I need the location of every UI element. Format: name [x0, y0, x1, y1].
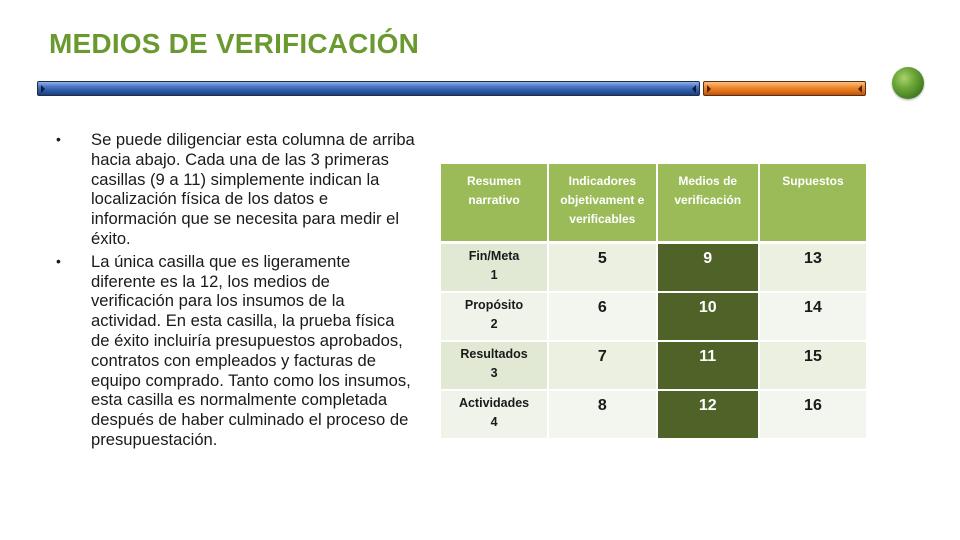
bullet-text: La única casilla que es ligeramente diferente es la 12, los medios de verificación para los insumos de la actividad. En esta casilla, la prueba física de éxito incluiría presupuestos aprobados, contratos con empleados y facturas de equipo comprado. Tanto como los insumos, esta casilla es normalmente completada después de haber culminado el proceso de presupuestación.	[91, 251, 411, 449]
table-cell: 14	[760, 293, 868, 342]
logical-framework-table	[441, 164, 868, 440]
title-underline-blue-bar	[37, 81, 700, 96]
bullet-list	[56, 130, 416, 453]
bullet-item	[56, 130, 416, 249]
highlighted-cell: 9	[658, 244, 760, 293]
row-label-cell	[441, 293, 549, 342]
table-cell: 13	[760, 244, 868, 293]
row-label: Propósito	[464, 298, 524, 312]
table-row	[441, 342, 868, 391]
row-label-cell	[441, 244, 549, 293]
table-header-row	[441, 164, 868, 244]
bullet-item	[56, 252, 416, 450]
table-cell: 7	[549, 342, 657, 391]
table-row	[441, 244, 868, 293]
highlighted-cell: 12	[658, 391, 760, 440]
row-number: 1	[490, 268, 498, 282]
bullet-dot-icon: •	[56, 252, 61, 269]
table-cell: 8	[549, 391, 657, 440]
bullet-text: Se puede diligenciar esta columna de arriba hacia abajo. Cada una de las 3 primeras casillas (9 a 11) simplemente indican la localización física de los datos e información que se necesita para medir el éxito.	[91, 130, 415, 248]
highlighted-cell: 11	[658, 342, 760, 391]
header-supuestos: Supuestos	[760, 164, 868, 244]
highlighted-cell: 10	[658, 293, 760, 342]
bullet-dot-icon: •	[56, 131, 61, 147]
title-underline-orange-bar	[703, 81, 866, 96]
row-number: 2	[490, 317, 498, 331]
slide-title: MEDIOS DE VERIFICACIÓN	[49, 28, 419, 59]
row-label: Resultados	[460, 347, 528, 361]
header-medios-verificacion: Medios de verificación	[658, 164, 760, 244]
green-orb-icon	[892, 67, 924, 99]
row-label: Actividades	[458, 396, 530, 410]
row-number: 3	[490, 366, 498, 380]
header-indicadores: Indicadores objetivament e verificables	[549, 164, 657, 244]
row-label-cell	[441, 342, 549, 391]
row-label-cell	[441, 391, 549, 440]
table-row	[441, 293, 868, 342]
table-cell: 5	[549, 244, 657, 293]
table-cell: 16	[760, 391, 868, 440]
table-row	[441, 391, 868, 440]
table-cell: 6	[549, 293, 657, 342]
row-number: 4	[490, 415, 498, 429]
table-cell: 15	[760, 342, 868, 391]
row-label: Fin/Meta	[468, 249, 520, 263]
header-resumen-narrativo: Resumen narrativo	[441, 164, 549, 244]
